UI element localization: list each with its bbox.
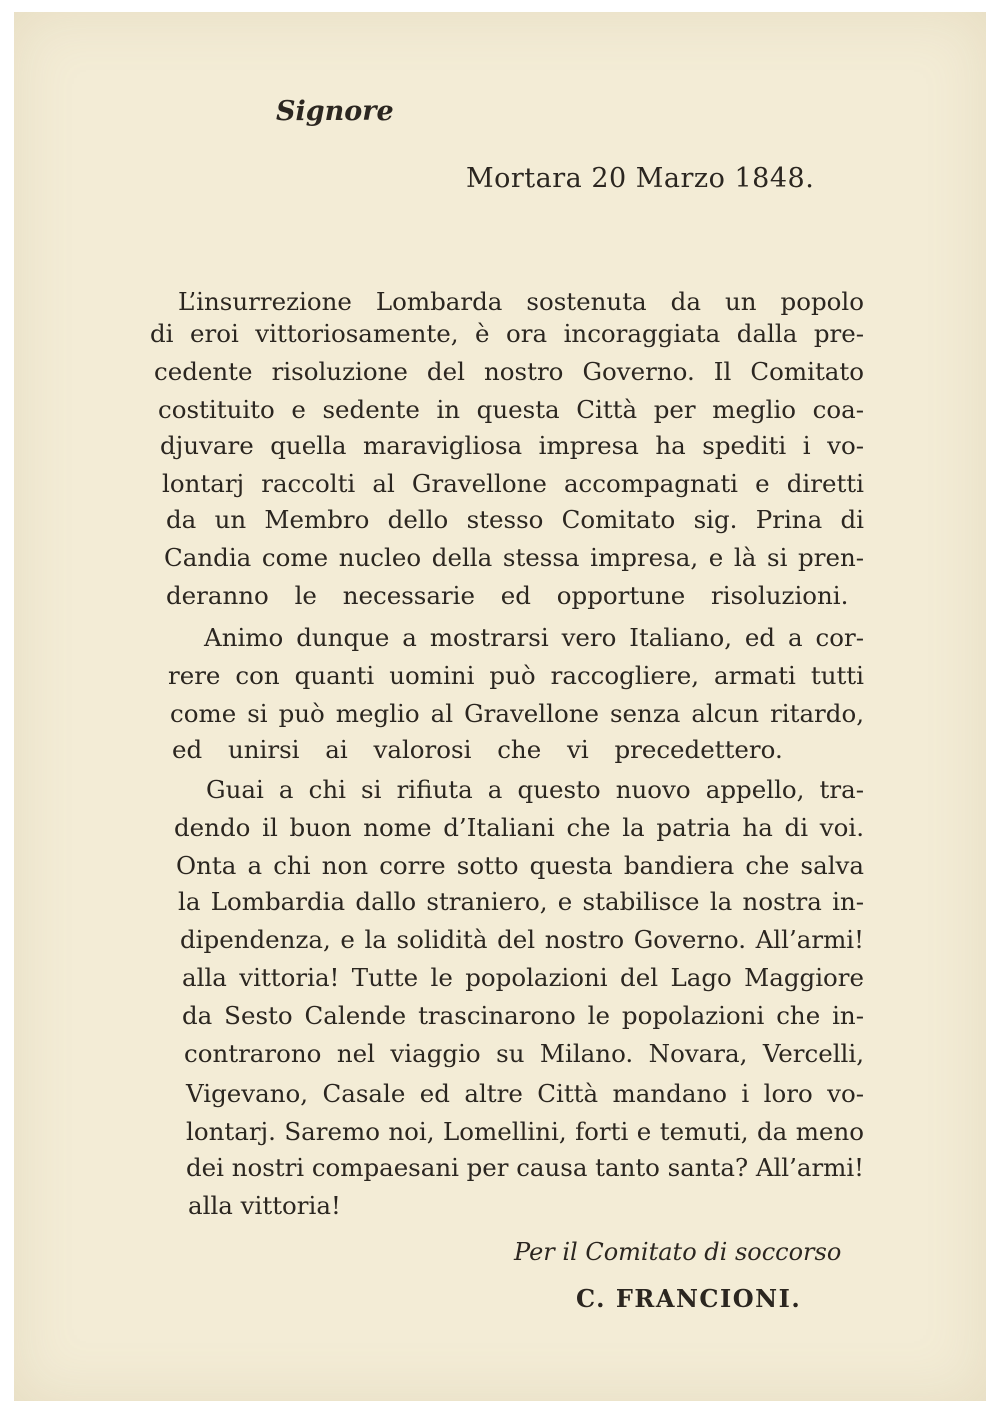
body-line: rere con quanti uomini può raccogliere, armati tutti: [168, 661, 864, 690]
body-line: ed unirsi ai valorosi che vi precedettero.: [172, 735, 783, 764]
body-line: dei nostri compaesani per causa tanto santa? All’armi!: [186, 1153, 864, 1182]
body-line: Onta a chi non corre sotto questa bandiera che salva: [176, 851, 864, 880]
body-line: cedente risoluzione del nostro Governo. Il Comitato: [154, 357, 864, 386]
body-line: Candia come nucleo della stessa impresa, e là si pren-: [164, 543, 864, 572]
body-line: dendo il buon nome d’Italiani che la patria ha di voi.: [174, 813, 864, 842]
body-line: alla vittoria! Tutte le popolazioni del Lago Maggiore: [182, 963, 864, 992]
closing-line: Per il Comitato di soccorso: [514, 1238, 842, 1266]
letter-sheet: [14, 12, 986, 1401]
salutation: Signore: [276, 96, 394, 127]
body-line: lontarj. Saremo noi, Lomellini, forti e temuti, da meno: [186, 1117, 864, 1146]
body-line: lontarj raccolti al Gravellone accompagnati e diretti: [162, 469, 864, 498]
body-line: contrarono nel viaggio su Milano. Novara, Vercelli,: [184, 1039, 864, 1068]
signature: C. FRANCIONI.: [576, 1284, 802, 1313]
body-line: dipendenza, e la solidità del nostro Governo. All’armi!: [180, 925, 864, 954]
body-line: deranno le necessarie ed opportune risoluzioni.: [166, 581, 849, 610]
body-line: la Lombardia dallo straniero, e stabilisce la nostra in-: [178, 887, 864, 916]
body-line: da Sesto Calende trascinarono le popolazioni che in-: [182, 1001, 864, 1030]
body-line: di eroi vittoriosamente, è ora incoraggiata dalla pre-: [150, 319, 864, 348]
body-line: alla vittoria!: [188, 1191, 341, 1220]
date-line: Mortara 20 Marzo 1848.: [466, 163, 815, 194]
body-line: come si può meglio al Gravellone senza alcun ritardo,: [170, 699, 864, 728]
body-line: costituito e sedente in questa Città per meglio coa-: [158, 395, 864, 424]
body-line: Guai a chi si rifiuta a questo nuovo appello, tra-: [206, 775, 864, 804]
body-line: L’insurrezione Lombarda sostenuta da un popolo: [178, 287, 864, 316]
body-line: Animo dunque a mostrarsi vero Italiano, ed a cor-: [204, 623, 864, 652]
body-line: da un Membro dello stesso Comitato sig. Prina di: [166, 505, 864, 534]
body-line: djuvare quella maravigliosa impresa ha spediti i vo-: [160, 431, 864, 460]
body-line: Vigevano, Casale ed altre Città mandano i loro vo-: [186, 1079, 864, 1108]
